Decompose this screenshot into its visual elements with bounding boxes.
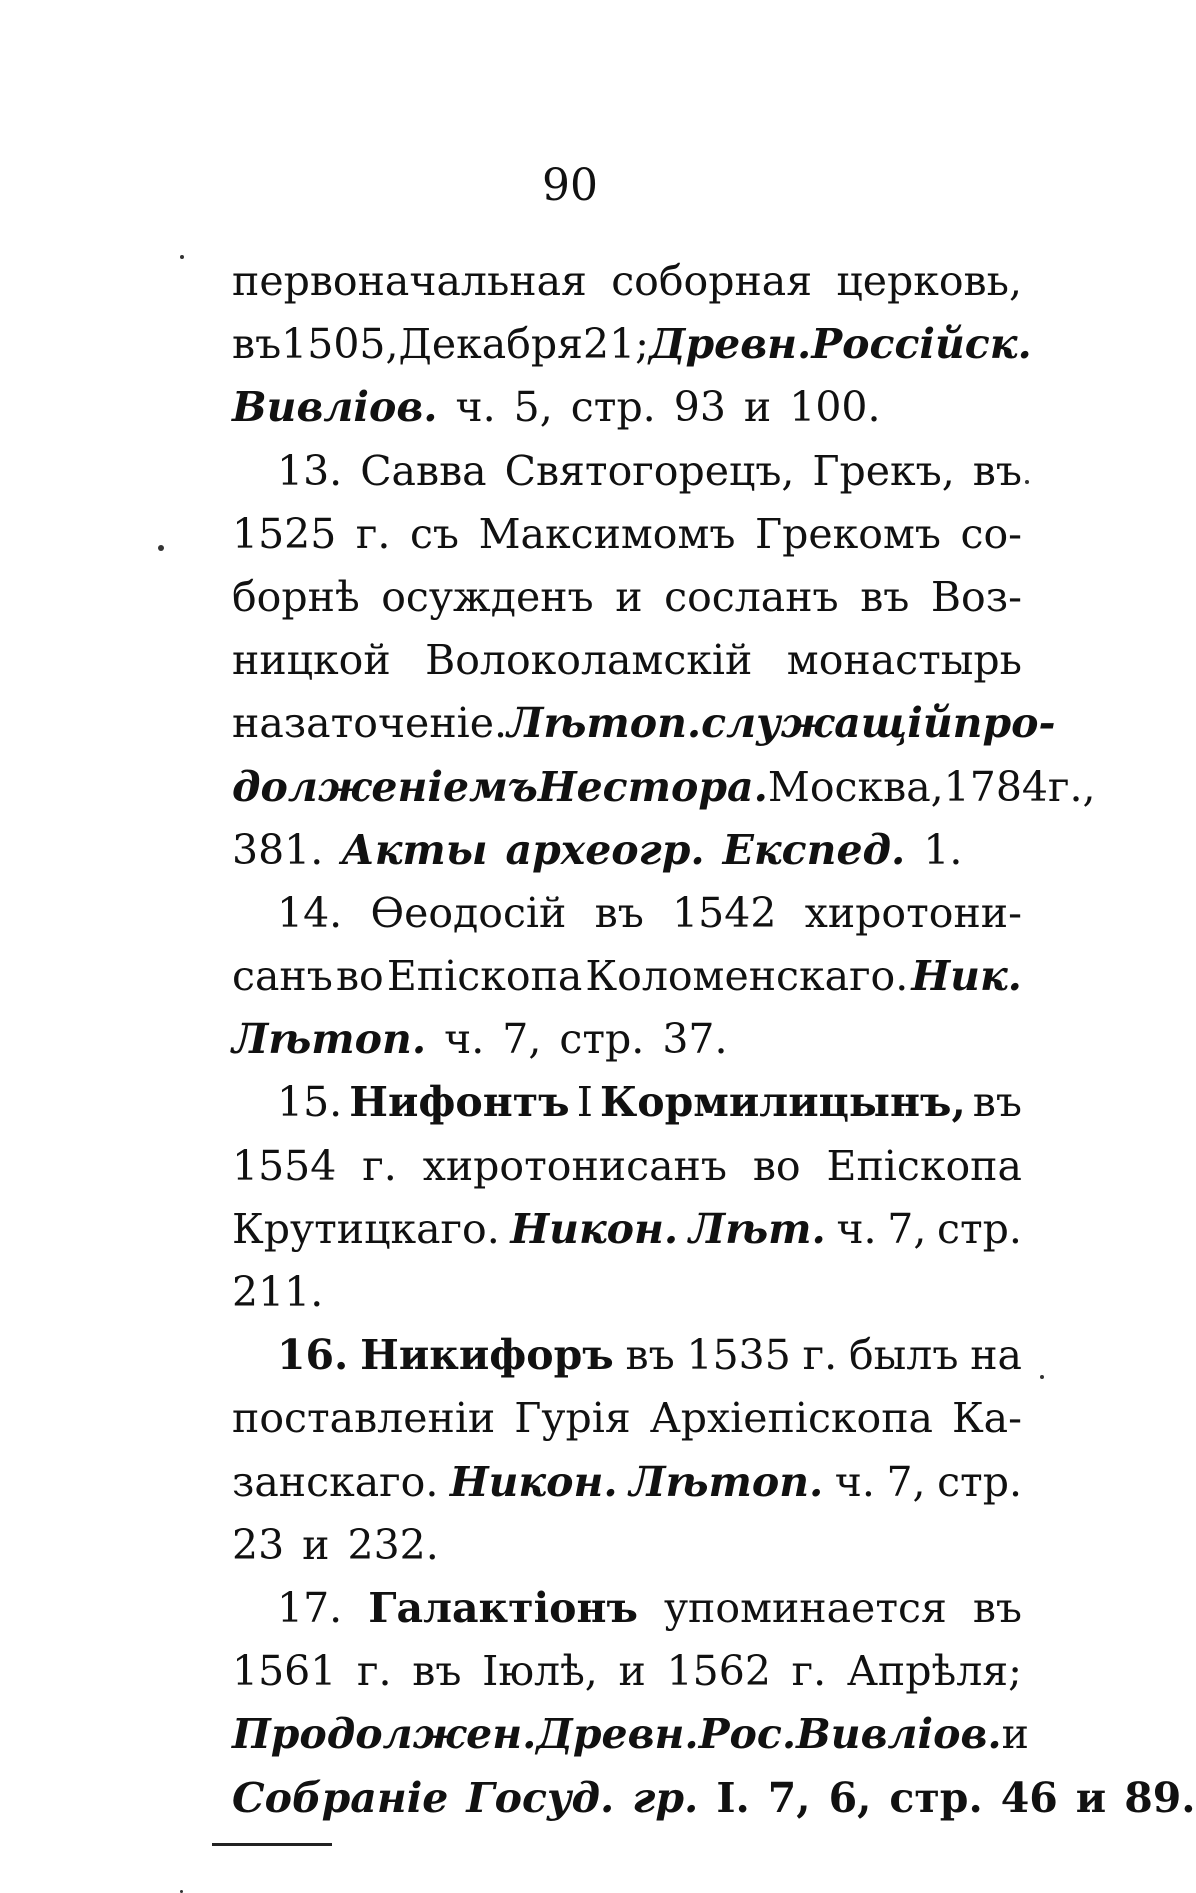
word: и [618, 1647, 646, 1696]
text-line [232, 1135, 1022, 1198]
word: Грекъ, [812, 446, 955, 495]
word: Лѣтоп. [232, 1015, 427, 1064]
word: 93 [673, 383, 726, 432]
word: 7, [887, 1204, 927, 1253]
word: Лѣт. [688, 1204, 826, 1253]
word: соборная [611, 257, 813, 305]
word: археогр. [505, 825, 705, 874]
word: Акты [341, 825, 488, 874]
word: упоминается [663, 1583, 947, 1632]
word: 211. [232, 1268, 324, 1316]
word: Рос. [698, 1710, 797, 1759]
text-line [232, 945, 1022, 1008]
word: въ [972, 1583, 1022, 1632]
text-line [232, 692, 1056, 755]
word: гр. [632, 1773, 699, 1822]
word: во [752, 1141, 801, 1190]
word: Никифоръ [360, 1331, 614, 1380]
word: про- [952, 699, 1056, 748]
word: и [743, 383, 772, 432]
scan-rule-fragment [212, 1843, 332, 1846]
word: Продолжен. [232, 1710, 537, 1759]
word: 1525 [232, 509, 337, 558]
word: монастырь [786, 636, 1022, 685]
word: Собраніе [232, 1773, 449, 1822]
word: во [335, 952, 384, 1001]
word: Вивліов. [796, 1710, 1002, 1759]
word: Епіскопа [826, 1141, 1022, 1190]
word: 17. [277, 1583, 343, 1632]
word: санъ [232, 952, 333, 1001]
word: 7, [502, 1015, 542, 1064]
text-line [232, 1767, 1196, 1830]
word: Древн. [536, 1710, 699, 1759]
word: Вивліов. [232, 383, 438, 432]
word: Галактіонъ [368, 1583, 638, 1632]
word: 37. [662, 1015, 728, 1064]
scan-speck [158, 545, 164, 551]
word: Ѳеодосій [370, 888, 567, 937]
word: съ [409, 509, 460, 558]
word: Волоколамскій [425, 636, 753, 685]
word: 14. [277, 888, 343, 937]
word: церковь, [836, 257, 1022, 305]
word: 381. [232, 825, 324, 874]
word: и [615, 572, 643, 621]
word: 15. [277, 1078, 343, 1127]
word: г. [355, 509, 391, 558]
text-line [232, 629, 1022, 692]
scan-speck [180, 255, 184, 259]
word: г. [791, 1647, 827, 1696]
word: хиротони- [804, 888, 1022, 937]
word: долженіемъ [232, 762, 538, 811]
word: 1784 [943, 762, 1049, 811]
word: стр. [570, 383, 656, 432]
text-line [232, 1008, 1022, 1071]
word: въ [412, 1647, 462, 1696]
text-line [232, 376, 1022, 439]
word: г. [802, 1331, 838, 1380]
word: въ [232, 320, 282, 369]
scan-speck [1040, 1375, 1044, 1379]
word: ч. [444, 1015, 485, 1064]
word: первоначальная [232, 257, 587, 305]
word: г. [362, 1141, 397, 1190]
word: Лѣтоп. [507, 699, 702, 748]
word: 7, [767, 1773, 811, 1822]
text-line [232, 1071, 1022, 1134]
word: Грекомъ [755, 509, 941, 558]
text-line [232, 1198, 1022, 1261]
text-line [232, 1640, 1022, 1703]
word: Нифонтъ [349, 1078, 570, 1127]
text-line [232, 756, 1096, 819]
word: 23 [232, 1520, 285, 1569]
word: въ [594, 888, 644, 937]
word: Госуд. [466, 1773, 615, 1822]
word: Гурія [514, 1394, 631, 1443]
word: Крутицкаго. [232, 1204, 500, 1253]
word: стр. [937, 1457, 1022, 1506]
word: поставленіи [232, 1394, 496, 1443]
word: Ка- [951, 1394, 1022, 1443]
word: 21; [583, 320, 649, 369]
word: Апрѣля; [846, 1647, 1022, 1696]
word: Кормилицынъ, [599, 1078, 966, 1127]
word: сосланъ [664, 572, 839, 621]
word: Архіепіскопа [649, 1394, 933, 1443]
word: со- [960, 509, 1022, 558]
word: Нестора. [537, 762, 768, 811]
word: борнѣ [232, 572, 360, 621]
word: І. [716, 1773, 750, 1822]
text-line [232, 1261, 1022, 1324]
word: въ [625, 1331, 675, 1380]
word: 89. [1124, 1773, 1196, 1822]
word: Ник. [911, 952, 1022, 1001]
word: ч. [836, 1204, 877, 1253]
word: 100. [789, 383, 881, 432]
word: въ [860, 572, 910, 621]
word: 1. [923, 825, 963, 874]
word: 1554 [232, 1141, 337, 1190]
word: г. [357, 1647, 392, 1696]
word: и [1001, 1710, 1029, 1759]
word: занскаго. [232, 1457, 439, 1506]
word: Епіскопа [386, 952, 583, 1001]
word: г., [1048, 762, 1096, 811]
word: былъ [848, 1331, 959, 1380]
word: 13. [277, 446, 343, 495]
word: Савва [360, 446, 487, 495]
text-line [232, 882, 1022, 945]
text-line [232, 1451, 1022, 1514]
text-line [232, 503, 1022, 566]
text-line [232, 1387, 1022, 1450]
word: заточеніе. [283, 699, 508, 748]
word: въ [972, 1078, 1022, 1127]
word: 1535 [686, 1331, 791, 1380]
word: ч. [834, 1457, 875, 1506]
text-line [232, 1514, 1022, 1577]
word: Древн. [649, 320, 812, 369]
word: Максимомъ [478, 509, 736, 558]
word: Декабря [398, 320, 584, 369]
text-line [232, 440, 1022, 503]
word: на [970, 1331, 1022, 1380]
text-line [232, 313, 1032, 376]
word: стр. [937, 1204, 1022, 1253]
word: Никон. [449, 1457, 618, 1506]
word: 1562 [666, 1647, 771, 1696]
word: въ [972, 446, 1022, 495]
word: и [1075, 1773, 1107, 1822]
word: Святогорецъ, [504, 446, 795, 495]
word: ницкой [232, 636, 391, 685]
word: 1505, [281, 320, 399, 369]
word: Експед. [722, 825, 906, 874]
word: 5, [513, 383, 553, 432]
text-line [232, 819, 1022, 882]
scan-speck [1025, 480, 1029, 484]
word: 46 [1000, 1773, 1058, 1822]
word: осужденъ [381, 572, 594, 621]
text-line [232, 1577, 1022, 1640]
word: І [576, 1078, 593, 1127]
word: 7, [886, 1457, 926, 1506]
word: Іюлѣ, [482, 1647, 598, 1696]
word: стр. [559, 1015, 645, 1064]
word: служащій [701, 699, 953, 748]
word: 1561 [232, 1647, 337, 1696]
word: 6, [828, 1773, 872, 1822]
word: 1542 [672, 888, 777, 937]
word: Москва, [767, 762, 944, 811]
word: Коломенскаго. [585, 952, 909, 1001]
body-text [232, 250, 1196, 1830]
page-number: 90 [542, 160, 598, 211]
word: на [232, 699, 284, 748]
text-line [232, 1324, 1022, 1387]
word: 232. [347, 1520, 439, 1569]
text-line [232, 566, 1022, 629]
word: хиротонисанъ [422, 1141, 727, 1190]
word: Россійск. [811, 320, 1032, 369]
word: ч. [455, 383, 496, 432]
text-line [232, 1703, 1029, 1766]
word: Лѣтоп. [629, 1457, 824, 1506]
word: Воз- [930, 572, 1022, 621]
word: 16. [277, 1331, 349, 1380]
text-line [232, 250, 1022, 313]
word: стр. [889, 1773, 983, 1822]
word: Никон. [510, 1204, 679, 1253]
word: и [302, 1520, 330, 1569]
